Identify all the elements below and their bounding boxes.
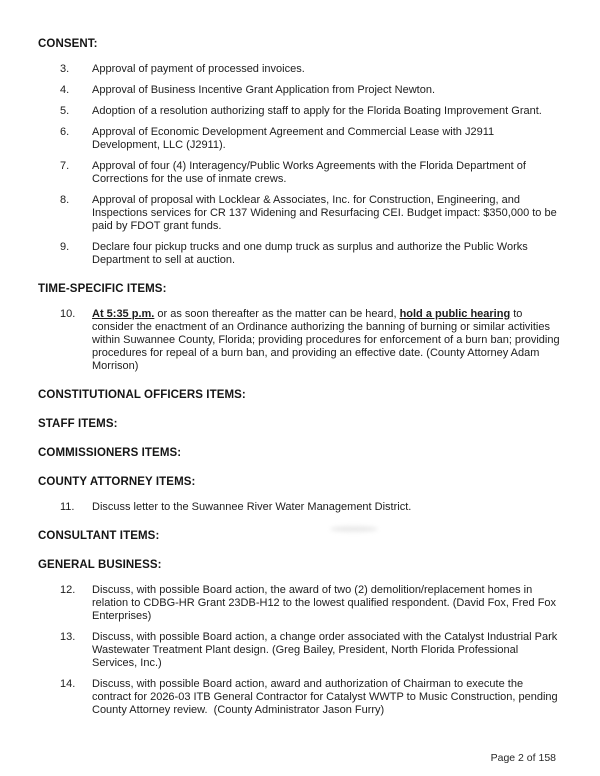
consent-item-list bbox=[38, 63, 564, 267]
section-county-attorney bbox=[38, 476, 564, 514]
item-text-segment: to consider the enactment of an Ordinance authorizing the banning of burning or similar activities within Suwannee County, Florida; providing procedures for enforcement of a burn ban; providing procedures for repeal of a burn ban, and providing an effective date. (County Attorney Adam Morrison) bbox=[92, 308, 563, 372]
county-attorney-item-list bbox=[38, 501, 564, 514]
agenda-item-8 bbox=[38, 194, 564, 233]
section-heading-commissioners: COMMISSIONERS ITEMS: bbox=[38, 447, 182, 459]
item-number: 11. bbox=[60, 501, 75, 513]
item-number: 5. bbox=[60, 105, 70, 117]
item-number: 9. bbox=[60, 241, 70, 253]
section-heading-consultant: CONSULTANT ITEMS: bbox=[38, 530, 160, 542]
agenda-item-4 bbox=[38, 84, 564, 97]
agenda-item-10 bbox=[38, 308, 564, 373]
item-text bbox=[92, 308, 564, 373]
item-text-segment: or as soon thereafter as the matter can be heard, bbox=[154, 308, 400, 320]
section-heading-time-specific: TIME-SPECIFIC ITEMS: bbox=[38, 283, 167, 295]
agenda-item-13 bbox=[38, 631, 564, 670]
item-text: Discuss, with possible Board action, the award of two (2) demolition/replacement homes in relation to CDBG-HR Grant 23DB-H12 to the lowest qualified respondent. (David Fox, Fred Fox Enterprises) bbox=[92, 584, 560, 622]
item-number: 7. bbox=[60, 160, 70, 172]
item-text: Adoption of a resolution authorizing staff to apply for the Florida Boating Improvement Grant. bbox=[92, 105, 542, 117]
agenda-item-3 bbox=[38, 63, 564, 76]
item-number: 4. bbox=[60, 84, 70, 96]
time-emphasis: At 5:35 p.m. bbox=[92, 308, 155, 320]
section-consent bbox=[38, 38, 564, 267]
section-staff bbox=[38, 418, 564, 431]
item-text: Declare four pickup trucks and one dump truck as surplus and authorize the Public Works Department to sell at auction. bbox=[92, 241, 531, 266]
section-heading-consent: CONSENT: bbox=[38, 38, 98, 50]
page-number: Page 2 of 158 bbox=[490, 752, 556, 764]
item-text: Approval of proposal with Locklear & Associates, Inc. for Construction, Engineering, and Inspections services for CR 137 Widening and Resurfacing CEI. Budget impact: $350,000 to be paid by FDOT grant funds. bbox=[92, 194, 560, 232]
item-text: Approval of payment of processed invoices. bbox=[92, 63, 305, 75]
general-business-item-list bbox=[38, 584, 564, 717]
item-text: Discuss, with possible Board action, award and authorization of Chairman to execute the contract for 2026-03 ITB General Contractor for Catalyst WWTP to Music Construction, pending County Attorney review. (County Administrator Jason Furry) bbox=[92, 678, 561, 716]
item-number: 10. bbox=[60, 308, 76, 320]
item-number: 8. bbox=[60, 194, 70, 206]
agenda-item-9 bbox=[38, 241, 564, 267]
agenda-item-7 bbox=[38, 160, 564, 186]
section-heading-staff: STAFF ITEMS: bbox=[38, 418, 118, 430]
section-time-specific bbox=[38, 283, 564, 373]
agenda-item-12 bbox=[38, 584, 564, 623]
item-number: 14. bbox=[60, 678, 76, 690]
agenda-item-6 bbox=[38, 126, 564, 152]
public-hearing-emphasis: hold a public hearing bbox=[399, 308, 511, 320]
item-number: 3. bbox=[60, 63, 70, 75]
item-number: 12. bbox=[60, 584, 76, 596]
item-number: 13. bbox=[60, 631, 76, 643]
time-specific-item-list bbox=[38, 308, 564, 373]
section-heading-general-business: GENERAL BUSINESS: bbox=[38, 559, 162, 571]
item-text: Approval of four (4) Interagency/Public Works Agreements with the Florida Department of Corrections for the use of inmate crews. bbox=[92, 160, 529, 185]
item-text: Approval of Business Incentive Grant Application from Project Newton. bbox=[92, 84, 436, 96]
section-commissioners bbox=[38, 447, 564, 460]
agenda-item-5 bbox=[38, 105, 564, 118]
section-general-business bbox=[38, 559, 564, 717]
section-consultant bbox=[38, 530, 564, 543]
section-heading-constitutional-officers: CONSTITUTIONAL OFFICERS ITEMS: bbox=[38, 389, 246, 401]
section-constitutional-officers bbox=[38, 389, 564, 402]
item-number: 6. bbox=[60, 126, 70, 138]
section-heading-county-attorney: COUNTY ATTORNEY ITEMS: bbox=[38, 476, 196, 488]
item-text: Approval of Economic Development Agreement and Commercial Lease with J2911 Development, LLC (J2911). bbox=[92, 126, 498, 151]
item-text: Discuss letter to the Suwannee River Water Management District. bbox=[92, 501, 412, 513]
item-text: Discuss, with possible Board action, a change order associated with the Catalyst Industrial Park Wastewater Treatment Plant design. (Greg Bailey, President, North Florida Professional Services, Inc.) bbox=[92, 631, 561, 669]
agenda-item-14 bbox=[38, 678, 564, 717]
agenda-item-11 bbox=[38, 501, 564, 514]
